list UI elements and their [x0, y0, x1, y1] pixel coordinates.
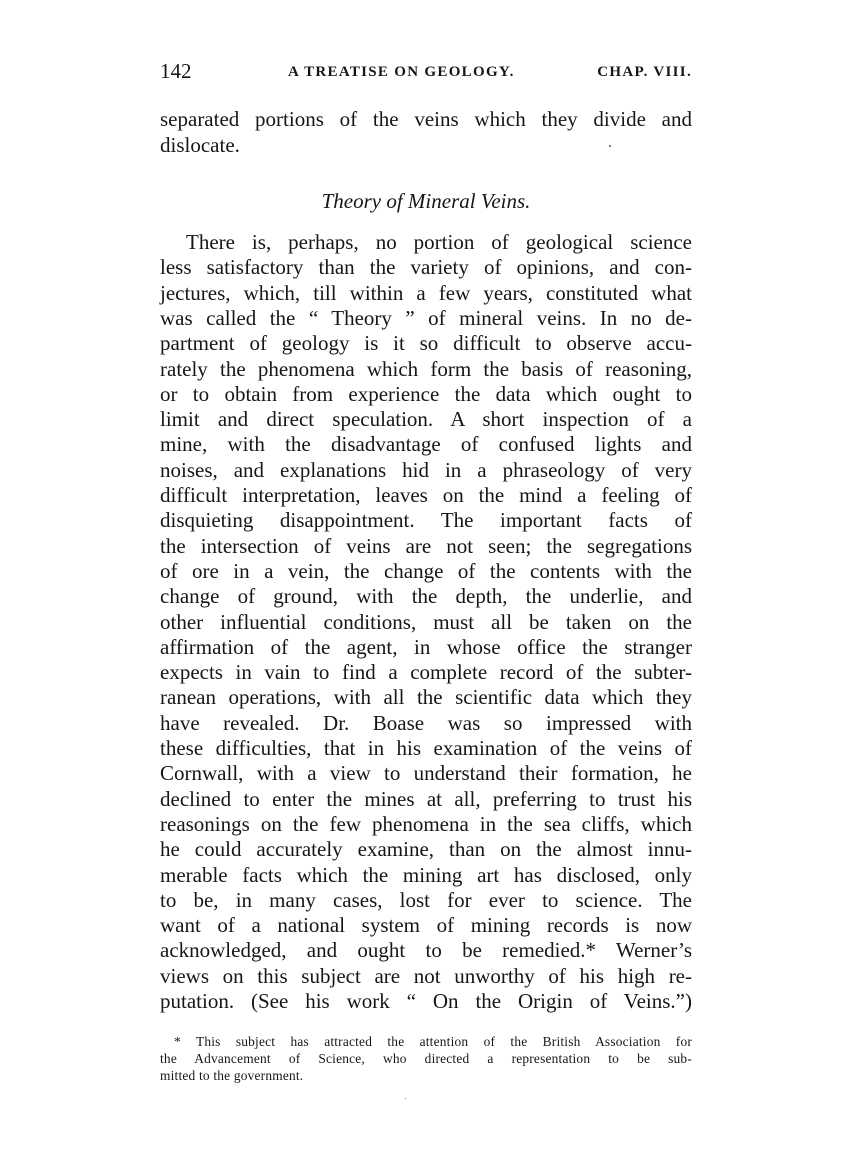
body-line: rately the phenomena which form the basis of reasoning, [160, 356, 692, 381]
body-line: expects in vain to find a complete record of the subter- [160, 660, 692, 685]
print-speck [405, 1098, 406, 1099]
footnote-line: the Advancement of Science, who directed a representation to be sub- [160, 1051, 692, 1066]
body-line: disquieting disappointment. The important facts of [160, 508, 692, 533]
body-line: acknowledged, and ought to be remedied.* Werner’s [160, 938, 692, 963]
body-line: noises, and explanations hid in a phraseology of very [160, 457, 692, 482]
body-line: he could accurately examine, than on the almost innu- [160, 837, 692, 862]
book-title: A TREATISE ON GEOLOGY. [288, 64, 515, 80]
body-line: jectures, which, till within a few years, constituted what [160, 280, 692, 305]
body-line: mine, with the disadvantage of confused lights and [160, 432, 692, 457]
body-line: the intersection of veins are not seen; the segregations [160, 533, 692, 558]
body-line: reasonings on the few phenomena in the sea cliffs, which [160, 811, 692, 836]
running-head [160, 59, 692, 88]
body-line: limit and direct speculation. A short inspection of a [160, 407, 692, 432]
body-line: declined to enter the mines at all, preferring to trust his [160, 786, 692, 811]
body-line: less satisfactory than the variety of opinions, and con- [160, 255, 692, 280]
body-line: ranean operations, with all the scientific data which they [160, 685, 692, 710]
body-line: There is, perhaps, no portion of geological science [186, 230, 692, 254]
body-line: views on this subject are not unworthy of his high re- [160, 963, 692, 988]
footnote-line: mitted to the government. [160, 1068, 304, 1083]
page-number: 142 [160, 59, 192, 83]
section-heading: Theory of Mineral Veins. [321, 189, 531, 213]
opening-line: separated portions of the veins which they divide and [160, 107, 692, 131]
body-line: want of a national system of mining records is now [160, 913, 692, 938]
print-speck [609, 145, 611, 147]
body-line: was called the “ Theory ” of mineral veins. In no de- [160, 305, 692, 330]
body-line: or to obtain from experience the data which ought to [160, 381, 692, 406]
body-line: difficult interpretation, leaves on the mind a feeling of [160, 483, 692, 507]
body-line: Cornwall, with a view to understand their formation, he [160, 761, 692, 786]
body-line: of ore in a vein, the change of the contents with the [160, 558, 692, 583]
body-line: merable facts which the mining art has disclosed, only [160, 862, 692, 887]
body-line: have revealed. Dr. Boase was so impressed with [160, 710, 692, 735]
body-line: putation. (See his work “ On the Origin of Veins.”) [160, 989, 692, 1013]
opening-line: dislocate. [160, 133, 240, 157]
body-line: to be, in many cases, lost for ever to science. The [160, 887, 692, 912]
footnote-line: * This subject has attracted the attention of the British Association for [174, 1034, 692, 1049]
body-line: these difficulties, that in his examination of the veins of [160, 736, 692, 760]
body-line: other influential conditions, must all be taken on the [160, 609, 692, 634]
body-line: partment of geology is it so difficult to observe accu- [160, 331, 692, 356]
body-line: change of ground, with the depth, the underlie, and [160, 584, 692, 609]
body-line: affirmation of the agent, in whose office the stranger [160, 634, 692, 659]
chapter-label: CHAP. VIII. [597, 64, 692, 80]
